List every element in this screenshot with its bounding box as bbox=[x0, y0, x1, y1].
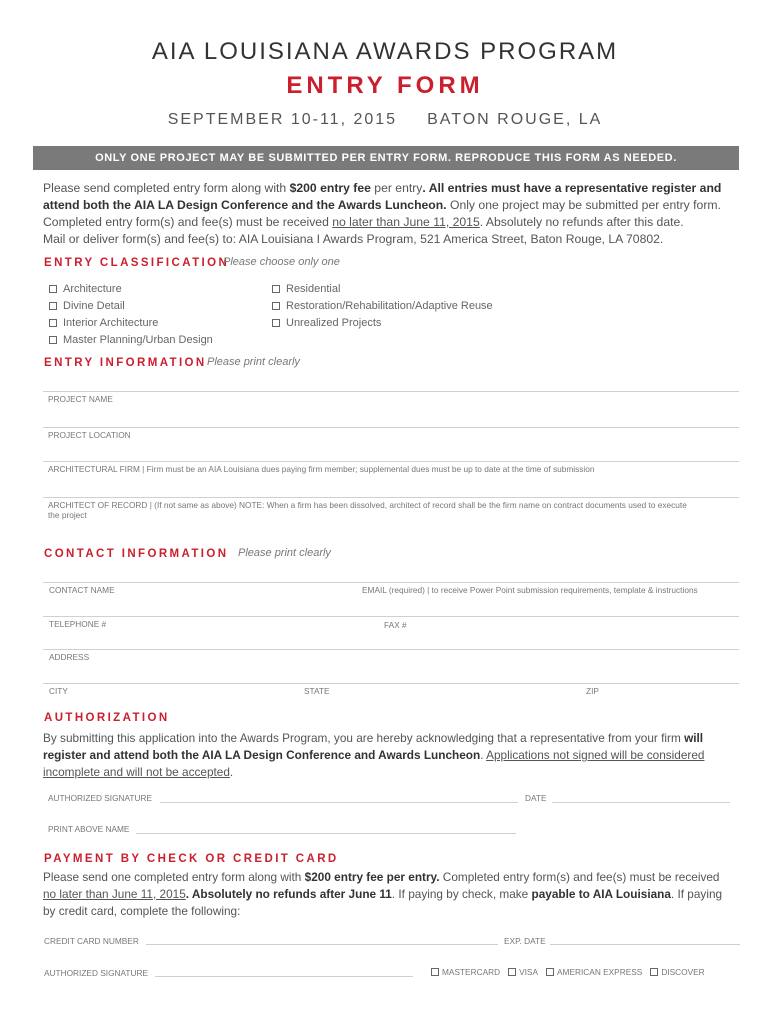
intro-mail-address: Mail or deliver form(s) and fee(s) to: AIA Louisiana I Awards Program, 521 America Street, Baton Rouge, LA 70802. bbox=[43, 232, 664, 246]
architectural-firm-field[interactable] bbox=[43, 475, 739, 497]
entry-information-heading: ENTRY INFORMATION bbox=[44, 357, 207, 369]
contact-information-note: Please print clearly bbox=[238, 547, 331, 559]
fax-label: FAX # bbox=[384, 620, 407, 630]
checkbox-box[interactable] bbox=[49, 319, 57, 327]
divider-line bbox=[43, 391, 739, 392]
address-label: ADDRESS bbox=[49, 652, 90, 662]
payment-paragraph bbox=[43, 869, 733, 920]
architect-of-record-label: ARCHITECT OF RECORD | (If not same as above) NOTE: When a firm has been dissolved, architect of record shall be the firm name on contract documents used to execute bbox=[48, 500, 687, 510]
email-label: EMAIL (required) | to receive Power Point submission requirements, template & instructions bbox=[362, 585, 698, 595]
credit-card-number-label: CREDIT CARD NUMBER bbox=[44, 936, 139, 946]
checkbox-architecture[interactable] bbox=[49, 280, 213, 297]
zip-field[interactable] bbox=[582, 696, 739, 706]
payment-text: Please send one completed entry form along with bbox=[43, 870, 305, 884]
telephone-field[interactable] bbox=[43, 630, 373, 649]
payment-text: . If paying by check, make bbox=[391, 887, 532, 901]
intro-paragraph bbox=[43, 180, 743, 248]
print-name-line bbox=[136, 833, 516, 834]
date-line bbox=[552, 802, 730, 803]
zip-label: ZIP bbox=[586, 686, 599, 696]
divider-line bbox=[43, 427, 739, 428]
intro-text: Please send completed entry form along with bbox=[43, 181, 290, 195]
payment-text: Completed entry form(s) and fee(s) must be received bbox=[439, 870, 720, 884]
checkbox-label: Unrealized Projects bbox=[286, 316, 382, 329]
authorization-warning: Applications not signed will be considered incomplete and will not be accepted bbox=[43, 748, 705, 779]
state-label: STATE bbox=[304, 686, 330, 696]
divider-line bbox=[43, 461, 739, 462]
date-field[interactable] bbox=[552, 786, 730, 802]
exp-date-field[interactable] bbox=[550, 928, 740, 944]
divider-line bbox=[43, 616, 739, 617]
form-subtitle: ENTRY FORM bbox=[286, 72, 484, 99]
checkbox-label: Divine Detail bbox=[63, 299, 125, 312]
project-location-field[interactable] bbox=[43, 441, 739, 461]
intro-text: . Absolutely no refunds after this date. bbox=[479, 215, 684, 229]
checkbox-label: Master Planning/Urban Design bbox=[63, 333, 213, 346]
submission-banner: ONLY ONE PROJECT MAY BE SUBMITTED PER ENTRY FORM. REPRODUCE THIS FORM AS NEEDED. bbox=[33, 146, 739, 170]
checkbox-restoration[interactable] bbox=[272, 297, 493, 314]
date-label: DATE bbox=[525, 793, 547, 803]
intro-text: Only one project may be submitted per entry form. Completed entry form(s) and fee(s) must be received bbox=[43, 198, 721, 229]
checkbox-label: MASTERCARD bbox=[442, 967, 501, 977]
authorization-paragraph bbox=[43, 730, 739, 781]
address-field[interactable] bbox=[43, 663, 739, 683]
project-name-label: PROJECT NAME bbox=[48, 394, 113, 404]
credit-card-number-field[interactable] bbox=[146, 928, 498, 944]
checkbox-interior-architecture[interactable] bbox=[49, 314, 213, 331]
checkbox-label: Restoration/Rehabilitation/Adaptive Reuse bbox=[286, 299, 493, 312]
checkbox-box[interactable] bbox=[49, 336, 57, 344]
checkbox-box[interactable] bbox=[49, 302, 57, 310]
authorization-requirement: will register and attend both the AIA LA Design Conference and Awards Luncheon bbox=[43, 731, 704, 762]
checkbox-box[interactable] bbox=[431, 968, 439, 976]
contact-information-heading: CONTACT INFORMATION bbox=[44, 548, 229, 560]
card-type-options bbox=[431, 967, 705, 977]
checkbox-label: AMERICAN EXPRESS bbox=[557, 967, 643, 977]
authorization-text: By submitting this application into the Awards Program, you are hereby acknowledging that a representative from your firm bbox=[43, 731, 685, 745]
authorized-signature-field[interactable] bbox=[160, 786, 518, 802]
credit-card-number-line bbox=[146, 944, 498, 945]
payment-deadline: no later than June 11, 2015 bbox=[43, 887, 186, 901]
authorization-heading: AUTHORIZATION bbox=[44, 712, 170, 724]
payment-refund-note: . Absolutely no refunds after June 11 bbox=[185, 887, 392, 901]
project-name-field[interactable] bbox=[43, 405, 739, 427]
event-date-location bbox=[0, 111, 770, 129]
print-name-label: PRINT ABOVE NAME bbox=[48, 824, 130, 834]
checkbox-box[interactable] bbox=[272, 285, 280, 293]
payment-heading: PAYMENT BY CHECK OR CREDIT CARD bbox=[44, 853, 339, 865]
event-location: BATON ROUGE, LA bbox=[427, 111, 603, 128]
checkbox-box[interactable] bbox=[508, 968, 516, 976]
checkbox-box[interactable] bbox=[546, 968, 554, 976]
divider-line bbox=[43, 497, 739, 498]
checkbox-label: Residential bbox=[286, 282, 341, 295]
divider-line bbox=[43, 649, 739, 650]
exp-date-label: EXP. DATE bbox=[504, 936, 546, 946]
checkbox-unrealized-projects[interactable] bbox=[272, 314, 493, 331]
checkbox-label: VISA bbox=[519, 967, 539, 977]
classification-left-column bbox=[49, 280, 213, 348]
authorized-signature-line bbox=[160, 802, 518, 803]
checkbox-mastercard[interactable] bbox=[431, 967, 500, 977]
intro-requirement: . All entries must have a representative register and attend both the AIA LA Design Conference and the Awards Luncheon. bbox=[43, 181, 722, 212]
divider-line bbox=[43, 683, 739, 684]
payment-signature-label: AUTHORIZED SIGNATURE bbox=[44, 968, 149, 978]
payment-signature-line bbox=[155, 976, 413, 977]
checkbox-residential[interactable] bbox=[272, 280, 493, 297]
checkbox-label: Interior Architecture bbox=[63, 316, 159, 329]
intro-fee: $200 entry fee bbox=[289, 181, 371, 195]
telephone-label: TELEPHONE # bbox=[49, 619, 107, 629]
checkbox-discover[interactable] bbox=[650, 967, 704, 977]
architect-of-record-field[interactable] bbox=[43, 521, 739, 537]
architectural-firm-label: ARCHITECTURAL FIRM | Firm must be an AIA Louisiana dues paying firm member; supplemental dues must be up to date at the time of submission bbox=[48, 464, 595, 474]
payment-payee: payable to AIA Louisiana bbox=[531, 887, 671, 901]
entry-classification-heading: ENTRY CLASSIFICATION bbox=[44, 257, 230, 269]
city-field[interactable] bbox=[43, 696, 298, 706]
print-name-field[interactable] bbox=[136, 817, 516, 833]
intro-deadline: no later than June 11, 2015 bbox=[332, 215, 480, 229]
checkbox-master-planning[interactable] bbox=[49, 331, 213, 348]
intro-text: per entry bbox=[370, 181, 423, 195]
checkbox-box[interactable] bbox=[650, 968, 658, 976]
checkbox-box[interactable] bbox=[272, 319, 280, 327]
checkbox-visa[interactable] bbox=[508, 967, 538, 977]
authorized-signature-label: AUTHORIZED SIGNATURE bbox=[48, 793, 153, 803]
checkbox-label: DISCOVER bbox=[661, 967, 705, 977]
project-location-label: PROJECT LOCATION bbox=[48, 430, 131, 440]
email-field[interactable] bbox=[358, 596, 739, 616]
exp-date-line bbox=[550, 944, 740, 945]
architect-of-record-label-cont: the project bbox=[48, 510, 87, 520]
payment-signature-field[interactable] bbox=[155, 960, 413, 976]
entry-classification-note: Please choose only one bbox=[223, 256, 340, 268]
checkbox-box[interactable] bbox=[272, 302, 280, 310]
city-label: CITY bbox=[49, 686, 68, 696]
event-date: SEPTEMBER 10-11, 2015 bbox=[167, 111, 398, 128]
classification-right-column bbox=[272, 280, 493, 331]
authorization-text: . bbox=[229, 765, 234, 779]
entry-information-note: Please print clearly bbox=[207, 356, 300, 368]
authorization-text: . bbox=[480, 748, 487, 762]
fax-field[interactable] bbox=[380, 630, 739, 649]
payment-fee: $200 entry fee per entry. bbox=[304, 870, 440, 884]
contact-name-field[interactable] bbox=[43, 596, 353, 616]
form-title: AIA LOUISIANA AWARDS PROGRAM bbox=[151, 38, 619, 65]
checkbox-label: Architecture bbox=[63, 282, 122, 295]
divider-line bbox=[43, 582, 739, 583]
checkbox-american-express[interactable] bbox=[546, 967, 642, 977]
checkbox-divine-detail[interactable] bbox=[49, 297, 213, 314]
state-field[interactable] bbox=[300, 696, 580, 706]
payment-text: . If paying by credit card, complete the following: bbox=[43, 887, 723, 918]
checkbox-box[interactable] bbox=[49, 285, 57, 293]
contact-name-label: CONTACT NAME bbox=[49, 585, 115, 595]
